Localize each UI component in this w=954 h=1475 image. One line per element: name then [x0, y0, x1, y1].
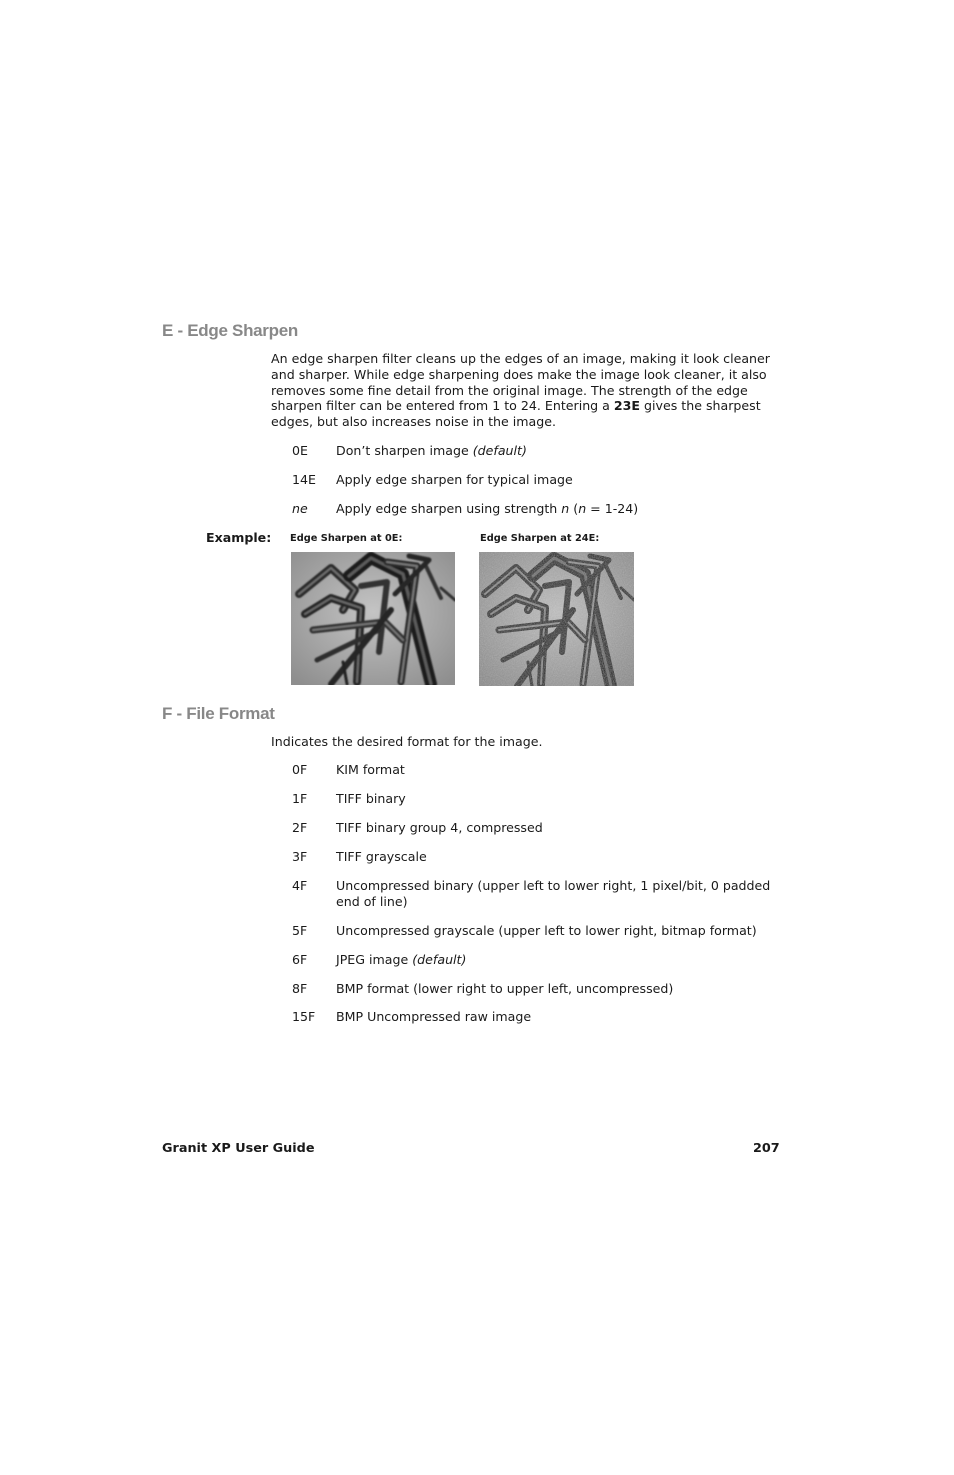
edge-sharpen-description: [271, 351, 786, 430]
option-description: TIFF binary: [336, 791, 406, 806]
option-code: 0E: [292, 443, 308, 458]
example-image-24e: [479, 552, 634, 686]
variable-n: n: [561, 501, 570, 516]
default-note: (default): [412, 952, 467, 967]
option-description: [336, 952, 788, 968]
option-code: 4F: [292, 878, 308, 893]
option-code: 15F: [292, 1009, 316, 1024]
option-description-text: JPEG image: [336, 952, 413, 967]
option-code: 8F: [292, 981, 308, 996]
variable-n: n: [578, 501, 587, 516]
example-image-0e: [291, 552, 455, 685]
section-heading-edge-sharpen: E - Edge Sharpen: [162, 321, 298, 340]
option-code: 0F: [292, 762, 308, 777]
option-description: KIM format: [336, 762, 405, 777]
page-number: 207: [753, 1141, 780, 1156]
example-label: Example:: [206, 530, 272, 545]
option-code: 14E: [292, 472, 316, 487]
option-code: 2F: [292, 820, 308, 835]
option-description: Apply edge sharpen for typical image: [336, 472, 573, 487]
file-format-description: Indicates the desired format for the image.: [271, 734, 543, 749]
option-description: BMP format (lower right to upper left, uncompressed): [336, 981, 674, 996]
option-description: BMP Uncompressed raw image: [336, 1009, 532, 1024]
caption-sharpen-0e: Edge Sharpen at 0E:: [290, 533, 403, 544]
footer-guide-title: Granit XP User Guide: [162, 1141, 315, 1156]
option-code: ne: [292, 501, 308, 516]
option-code: 1F: [292, 791, 308, 806]
option-description: TIFF grayscale: [336, 849, 427, 864]
caption-sharpen-24e: Edge Sharpen at 24E:: [480, 533, 600, 544]
description-text-end: gives the sharpest edges, but also increases noise in the image.: [271, 398, 761, 430]
option-description-text: = 1-24): [586, 501, 639, 516]
option-description: Uncompressed grayscale (upper left to lower right, bitmap format): [336, 923, 757, 938]
option-description: TIFF binary group 4, compressed: [336, 820, 543, 835]
default-note: (default): [472, 443, 527, 458]
option-code: 6F: [292, 952, 308, 967]
hex-keys-photo-sharpened: [479, 552, 634, 686]
description-text-start: An edge sharpen filter cleans up the edges of an image, making it look cleaner and sharper. While edge sharpening does make the image look cleaner, it also removes some fine detail from the original image. The strength of the edge sharpen filter can be entered from 1 to 24. Entering a: [271, 351, 770, 414]
option-description-text: (: [569, 501, 579, 516]
description-bold-value: 23E: [613, 398, 641, 414]
section-heading-file-format: F - File Format: [162, 704, 275, 723]
option-description: Uncompressed binary (upper left to lower right, 1 pixel/bit, 0 padded end of line): [336, 878, 771, 909]
hex-keys-photo: [291, 552, 455, 685]
option-description: [336, 501, 788, 517]
option-code: 3F: [292, 849, 308, 864]
option-code: 5F: [292, 923, 308, 938]
option-description-text: Apply edge sharpen using strength: [336, 501, 562, 516]
option-description: [336, 443, 788, 459]
option-description-text: Don’t sharpen image: [336, 443, 473, 458]
